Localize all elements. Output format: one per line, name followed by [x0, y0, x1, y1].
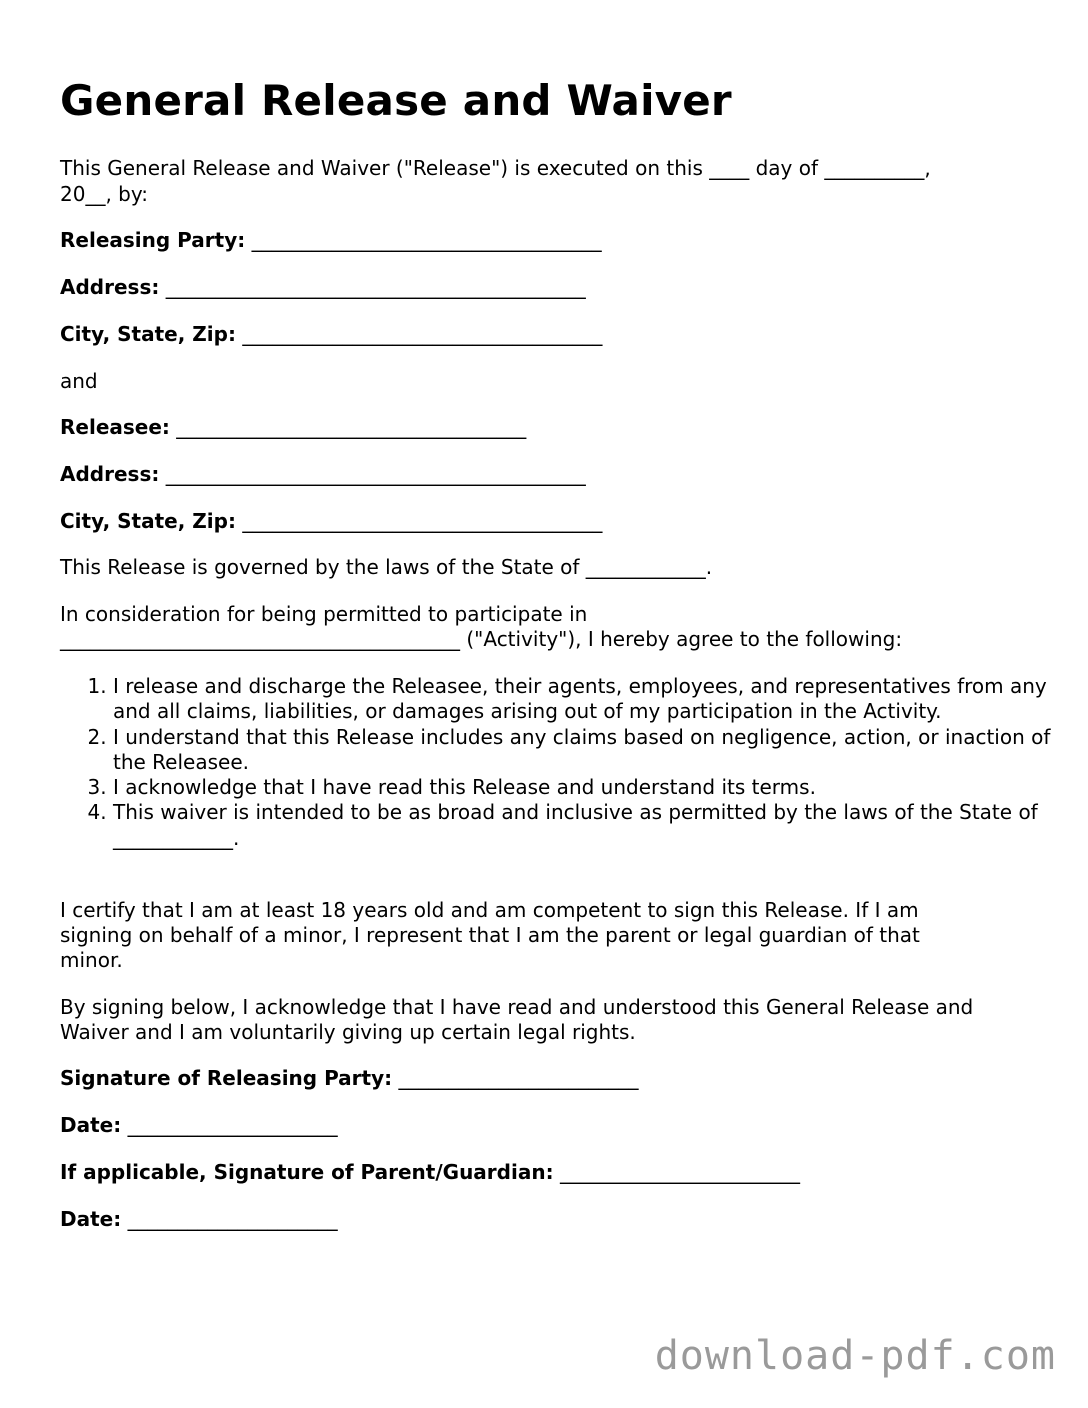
intro-line-2: 20__, by: — [60, 182, 148, 206]
releasing-signature-label: Signature of Releasing Party: — [60, 1066, 393, 1090]
term-item: 1. I release and discharge the Releasee, their agents, employees, and representatives from any and all claims, liabilities, or damages arising out of my participation in the Activity. — [113, 674, 1073, 725]
releasee-city-field — [60, 509, 602, 535]
releasing-party-address-label: Address: — [60, 275, 160, 299]
certify-line-1: I certify that I am at least 18 years old and am competent to sign this Release. If I am — [60, 898, 919, 922]
releasee-label: Releasee: — [60, 415, 170, 439]
releasee-blank[interactable]: ___________________________________ — [176, 415, 527, 439]
certify-line-3: minor. — [60, 948, 123, 972]
releasee-address-field — [60, 462, 586, 488]
governing-law: This Release is governed by the laws of the State of ____________. — [60, 555, 713, 579]
releasing-party-label: Releasing Party: — [60, 228, 246, 252]
releasing-party-address-blank[interactable]: __________________________________________ — [165, 275, 586, 299]
releasee-city-label: City, State, Zip: — [60, 509, 236, 533]
releasing-party-city-blank[interactable]: ____________________________________ — [242, 322, 603, 346]
releasing-party-city-label: City, State, Zip: — [60, 322, 236, 346]
document-title: General Release and Waiver — [60, 76, 732, 125]
date-field — [60, 1113, 338, 1139]
date-label: Date: — [60, 1113, 122, 1137]
guardian-date-label: Date: — [60, 1207, 122, 1231]
date-blank[interactable]: _____________________ — [127, 1113, 338, 1137]
releasing-party-field — [60, 228, 602, 254]
releasee-city-blank[interactable]: ____________________________________ — [242, 509, 603, 533]
releasing-party-address-field — [60, 275, 586, 301]
releasee-address-blank[interactable]: __________________________________________ — [165, 462, 586, 486]
term-item: 4. This waiver is intended to be as broad and inclusive as permitted by the laws of the State of ____________. — [113, 800, 1073, 851]
guardian-signature-label: If applicable, Signature of Parent/Guardian: — [60, 1160, 554, 1184]
ack-line-1: By signing below, I acknowledge that I have read and understood this General Release and — [60, 995, 974, 1019]
guardian-signature-blank[interactable]: ________________________ — [559, 1160, 800, 1184]
terms-list — [60, 674, 1073, 851]
guardian-signature-field — [60, 1160, 800, 1186]
and-text: and — [60, 369, 98, 393]
guardian-date-blank[interactable]: _____________________ — [127, 1207, 338, 1231]
releasing-signature-blank[interactable]: ________________________ — [398, 1066, 639, 1090]
term-item: 2. I understand that this Release includes any claims based on negligence, action, or inaction of the Releasee. — [113, 725, 1073, 776]
term-item: 3. I acknowledge that I have read this Release and understand its terms. — [113, 775, 1073, 800]
releasee-field — [60, 415, 526, 441]
releasing-signature-field — [60, 1066, 639, 1092]
releasing-party-city-field — [60, 322, 602, 348]
ack-line-2: Waiver and I am voluntarily giving up certain legal rights. — [60, 1020, 636, 1044]
guardian-date-field — [60, 1207, 338, 1233]
consideration-line-2: ________________________________________ ("Activity"), I hereby agree to the following: — [60, 627, 903, 651]
consideration-line-1: In consideration for being permitted to participate in — [60, 602, 588, 626]
releasee-address-label: Address: — [60, 462, 160, 486]
certify-line-2: signing on behalf of a minor, I represent that I am the parent or legal guardian of that — [60, 923, 920, 947]
intro-line-1: This General Release and Waiver ("Release") is executed on this ____ day of __________, — [60, 156, 931, 180]
watermark: download-pdf.com — [654, 1333, 1056, 1379]
releasing-party-blank[interactable]: ___________________________________ — [251, 228, 602, 252]
